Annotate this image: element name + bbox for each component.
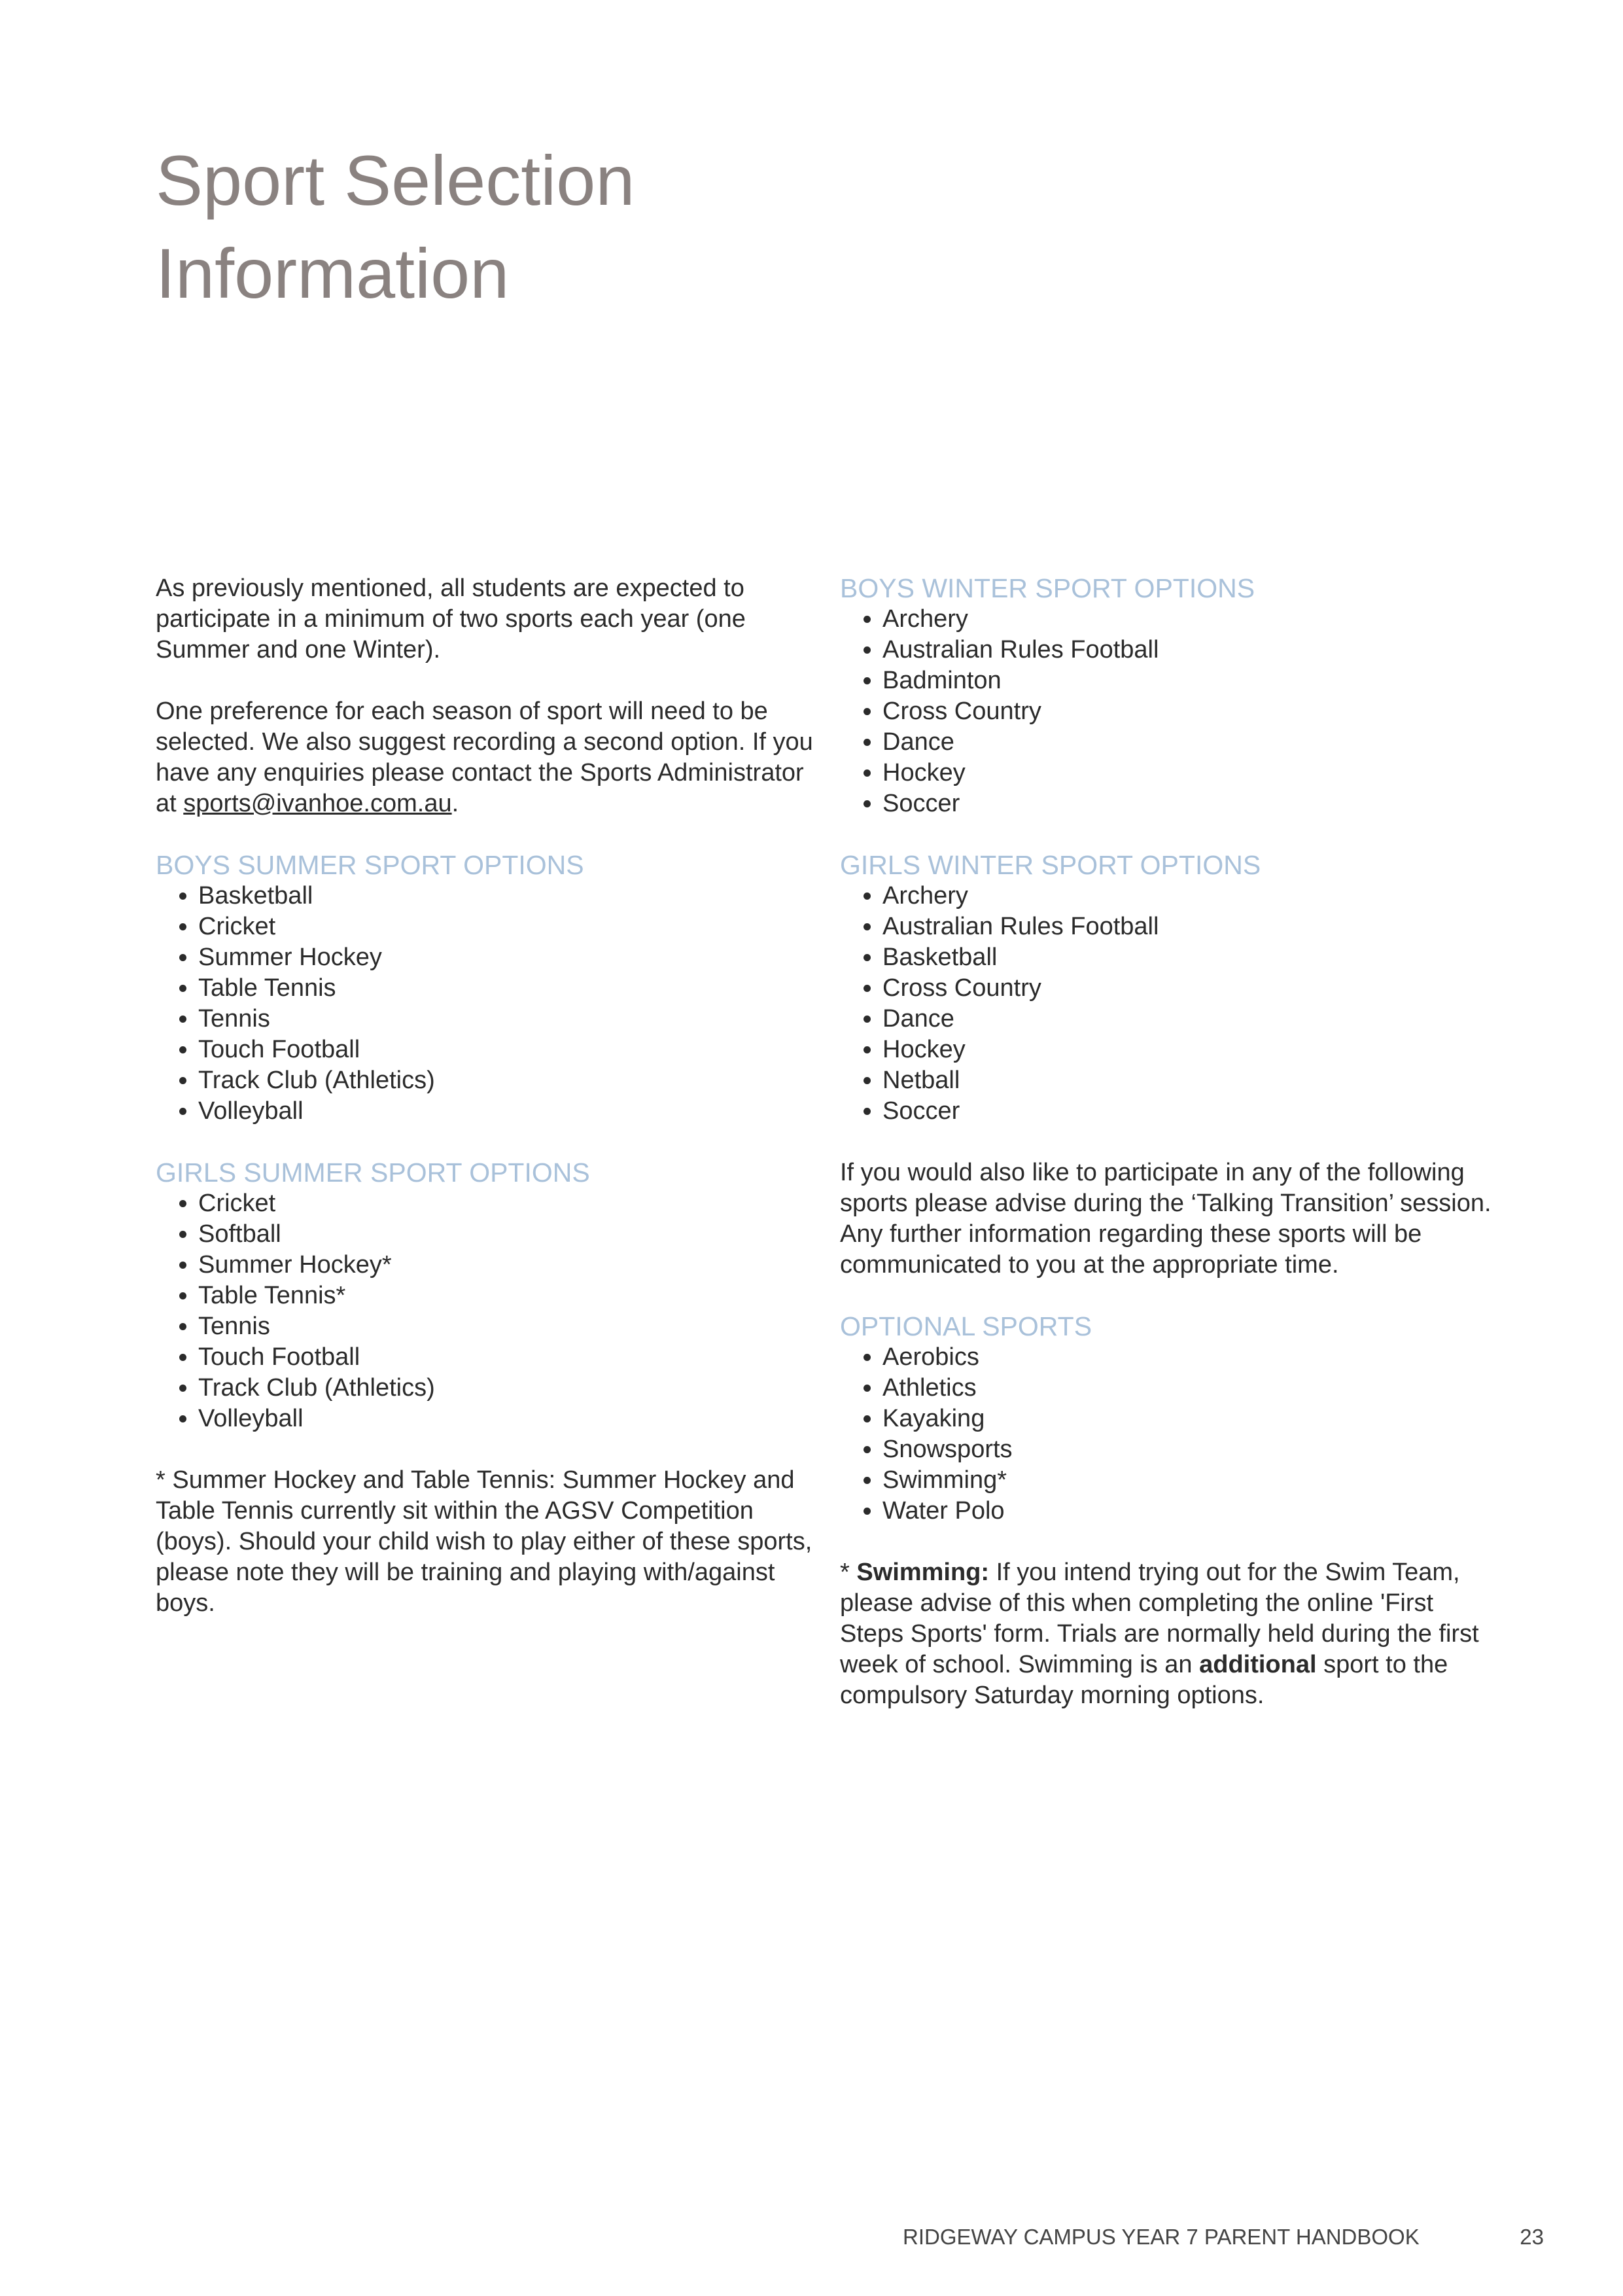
list-item: • Cricket — [198, 911, 816, 942]
list-item: • Track Club (Athletics) — [198, 1065, 816, 1096]
optional-sports-list — [840, 1342, 1494, 1527]
girls-winter-list — [840, 881, 1494, 1127]
list-item: • Volleyball — [198, 1404, 816, 1434]
list-item: • Cricket — [198, 1188, 816, 1219]
intro-paragraph-2-end: . — [451, 790, 459, 817]
optional-intro: If you would also like to participate in any of the following sports please advise during the ‘Talking Transition’ session. Any further information regarding these sports will be communicated to you at the appropriate time. — [840, 1159, 1492, 1279]
list-item: • Tennis — [198, 1004, 816, 1034]
intro-paragraph-2-text: One preference for each season of sport will need to be selected. We also suggest recording a second option. If you have any enquiries please contact the Sports Administrator at — [156, 698, 813, 817]
swimming-note-text-2: sport to the compulsory Saturday morning options. — [840, 1651, 1448, 1709]
list-item: • Tennis — [198, 1311, 816, 1342]
boys-summer-list — [156, 881, 816, 1127]
list-item: • Summer Hockey — [198, 942, 816, 973]
intro-paragraph-1: As previously mentioned, all students are expected to participate in a minimum of two sports each year (one Summer and one Winter). — [156, 574, 746, 663]
list-item: • Table Tennis* — [198, 1280, 816, 1311]
girls-summer-heading: GIRLS SUMMER SPORT OPTIONS — [156, 1157, 590, 1188]
intro-paragraph-2 — [156, 696, 816, 819]
boys-winter-heading: BOYS WINTER SPORT OPTIONS — [840, 573, 1255, 603]
right-column — [840, 573, 1494, 1742]
swimming-note-bold-1: Swimming: — [856, 1559, 990, 1586]
swimming-note-text-1: If you intend trying out for the Swim Team, please advise of this when completing the online 'First Steps Sports' form. Trials are normally held during the first week of school. Swimming is an — [840, 1559, 1479, 1678]
list-item: • Athletics — [882, 1373, 1494, 1404]
title-line-1: Sport Selection — [156, 141, 635, 220]
list-item: • Basketball — [882, 942, 1494, 973]
list-item: • Summer Hockey* — [198, 1250, 816, 1280]
girls-summer-list — [156, 1188, 816, 1434]
list-item: • Archery — [882, 604, 1494, 635]
list-item: • Water Polo — [882, 1496, 1494, 1527]
title-line-2: Information — [156, 234, 510, 313]
list-item: • Basketball — [198, 881, 816, 911]
footer-label: RIDGEWAY CAMPUS YEAR 7 PARENT HANDBOOK — [903, 2225, 1420, 2249]
list-item: • Archery — [882, 881, 1494, 911]
list-item: • Hockey — [882, 758, 1494, 788]
swimming-note — [840, 1557, 1494, 1711]
page-number: 23 — [1520, 2225, 1544, 2249]
list-item: • Kayaking — [882, 1404, 1494, 1434]
left-column — [156, 573, 816, 1650]
swimming-note-bold-2: additional — [1199, 1651, 1317, 1678]
list-item: • Australian Rules Football — [882, 635, 1494, 665]
list-item: • Touch Football — [198, 1034, 816, 1065]
list-item: • Cross Country — [882, 696, 1494, 727]
list-item: • Soccer — [882, 788, 1494, 819]
swimming-note-prefix: * — [840, 1559, 857, 1586]
list-item: • Aerobics — [882, 1342, 1494, 1373]
list-item: • Touch Football — [198, 1342, 816, 1373]
page-title — [156, 134, 941, 320]
list-item: • Cross Country — [882, 973, 1494, 1004]
list-item: • Softball — [198, 1219, 816, 1250]
list-item: • Badminton — [882, 665, 1494, 696]
summer-footnote: * Summer Hockey and Table Tennis: Summer Hockey and Table Tennis currently sit within the AGSV Competition (boys). Should your child wish to play either of these sports, please note they will be training and playing with/against boys. — [156, 1466, 812, 1617]
list-item: • Dance — [882, 1004, 1494, 1034]
boys-winter-list — [840, 604, 1494, 819]
list-item: • Snowsports — [882, 1434, 1494, 1465]
girls-winter-heading: GIRLS WINTER SPORT OPTIONS — [840, 850, 1261, 880]
list-item: • Hockey — [882, 1034, 1494, 1065]
list-item: • Table Tennis — [198, 973, 816, 1004]
list-item: • Volleyball — [198, 1096, 816, 1127]
list-item: • Dance — [882, 727, 1494, 758]
list-item: • Soccer — [882, 1096, 1494, 1127]
optional-sports-heading: OPTIONAL SPORTS — [840, 1311, 1092, 1341]
list-item: • Track Club (Athletics) — [198, 1373, 816, 1404]
list-item: • Netball — [882, 1065, 1494, 1096]
list-item: • Swimming* — [882, 1465, 1494, 1496]
sports-email-link[interactable]: sports@ivanhoe.com.au — [183, 790, 452, 817]
boys-summer-heading: BOYS SUMMER SPORT OPTIONS — [156, 850, 584, 880]
page-footer — [903, 2225, 1544, 2250]
list-item: • Australian Rules Football — [882, 911, 1494, 942]
